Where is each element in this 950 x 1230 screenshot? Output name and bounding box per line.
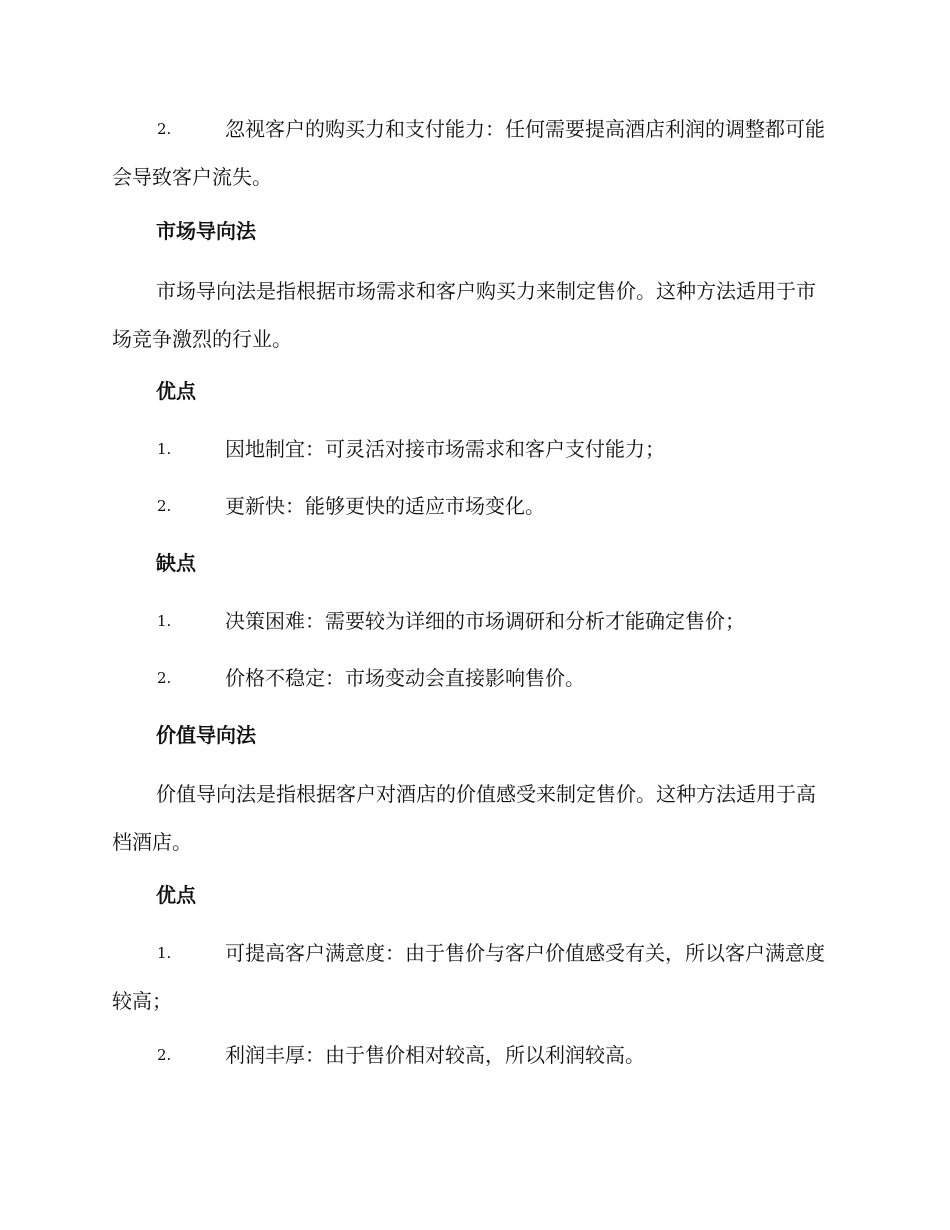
paragraph-market: 市场导向法是指根据市场需求和客户购买力来制定售价。这种方法适用于市场竞争激烈的行业。	[112, 279, 816, 351]
list-item	[112, 437, 834, 461]
list-number: 2.	[157, 669, 172, 687]
list-number: 1.	[157, 440, 172, 458]
list-number: 2.	[157, 497, 172, 515]
list-item	[112, 941, 834, 1025]
list-text: 决策困难：需要较为详细的市场调研和分析才能确定售价；	[225, 609, 745, 633]
subheading-advantages-2: 优点	[156, 883, 196, 907]
list-item	[112, 1043, 834, 1067]
list-number: 1.	[157, 944, 172, 962]
list-text: 价格不稳定：市场变动会直接影响售价。	[225, 666, 585, 690]
section-heading-value: 价值导向法	[156, 723, 256, 747]
list-number: 1.	[157, 612, 172, 630]
subheading-disadvantages-1: 缺点	[156, 551, 196, 575]
list-item	[112, 666, 834, 690]
section-heading-market: 市场导向法	[156, 219, 256, 243]
list-text: 利润丰厚：由于售价相对较高，所以利润较高。	[225, 1043, 645, 1067]
list-text: 忽视客户的购买力和支付能力：任何需要提高酒店利润的调整都可能会导致客户流失。	[112, 117, 825, 189]
list-item	[112, 494, 834, 518]
list-item	[112, 609, 834, 633]
list-text: 可提高客户满意度：由于售价与客户价值感受有关，所以客户满意度较高；	[112, 941, 825, 1013]
list-text: 更新快：能够更快的适应市场变化。	[225, 494, 545, 518]
paragraph-value: 价值导向法是指根据客户对酒店的价值感受来制定售价。这种方法适用于高档酒店。	[112, 782, 816, 854]
subheading-advantages-1: 优点	[156, 379, 196, 403]
list-text: 因地制宜：可灵活对接市场需求和客户支付能力；	[225, 437, 665, 461]
list-item	[112, 117, 834, 201]
list-number: 2.	[157, 1046, 172, 1064]
list-number: 2.	[157, 120, 172, 138]
